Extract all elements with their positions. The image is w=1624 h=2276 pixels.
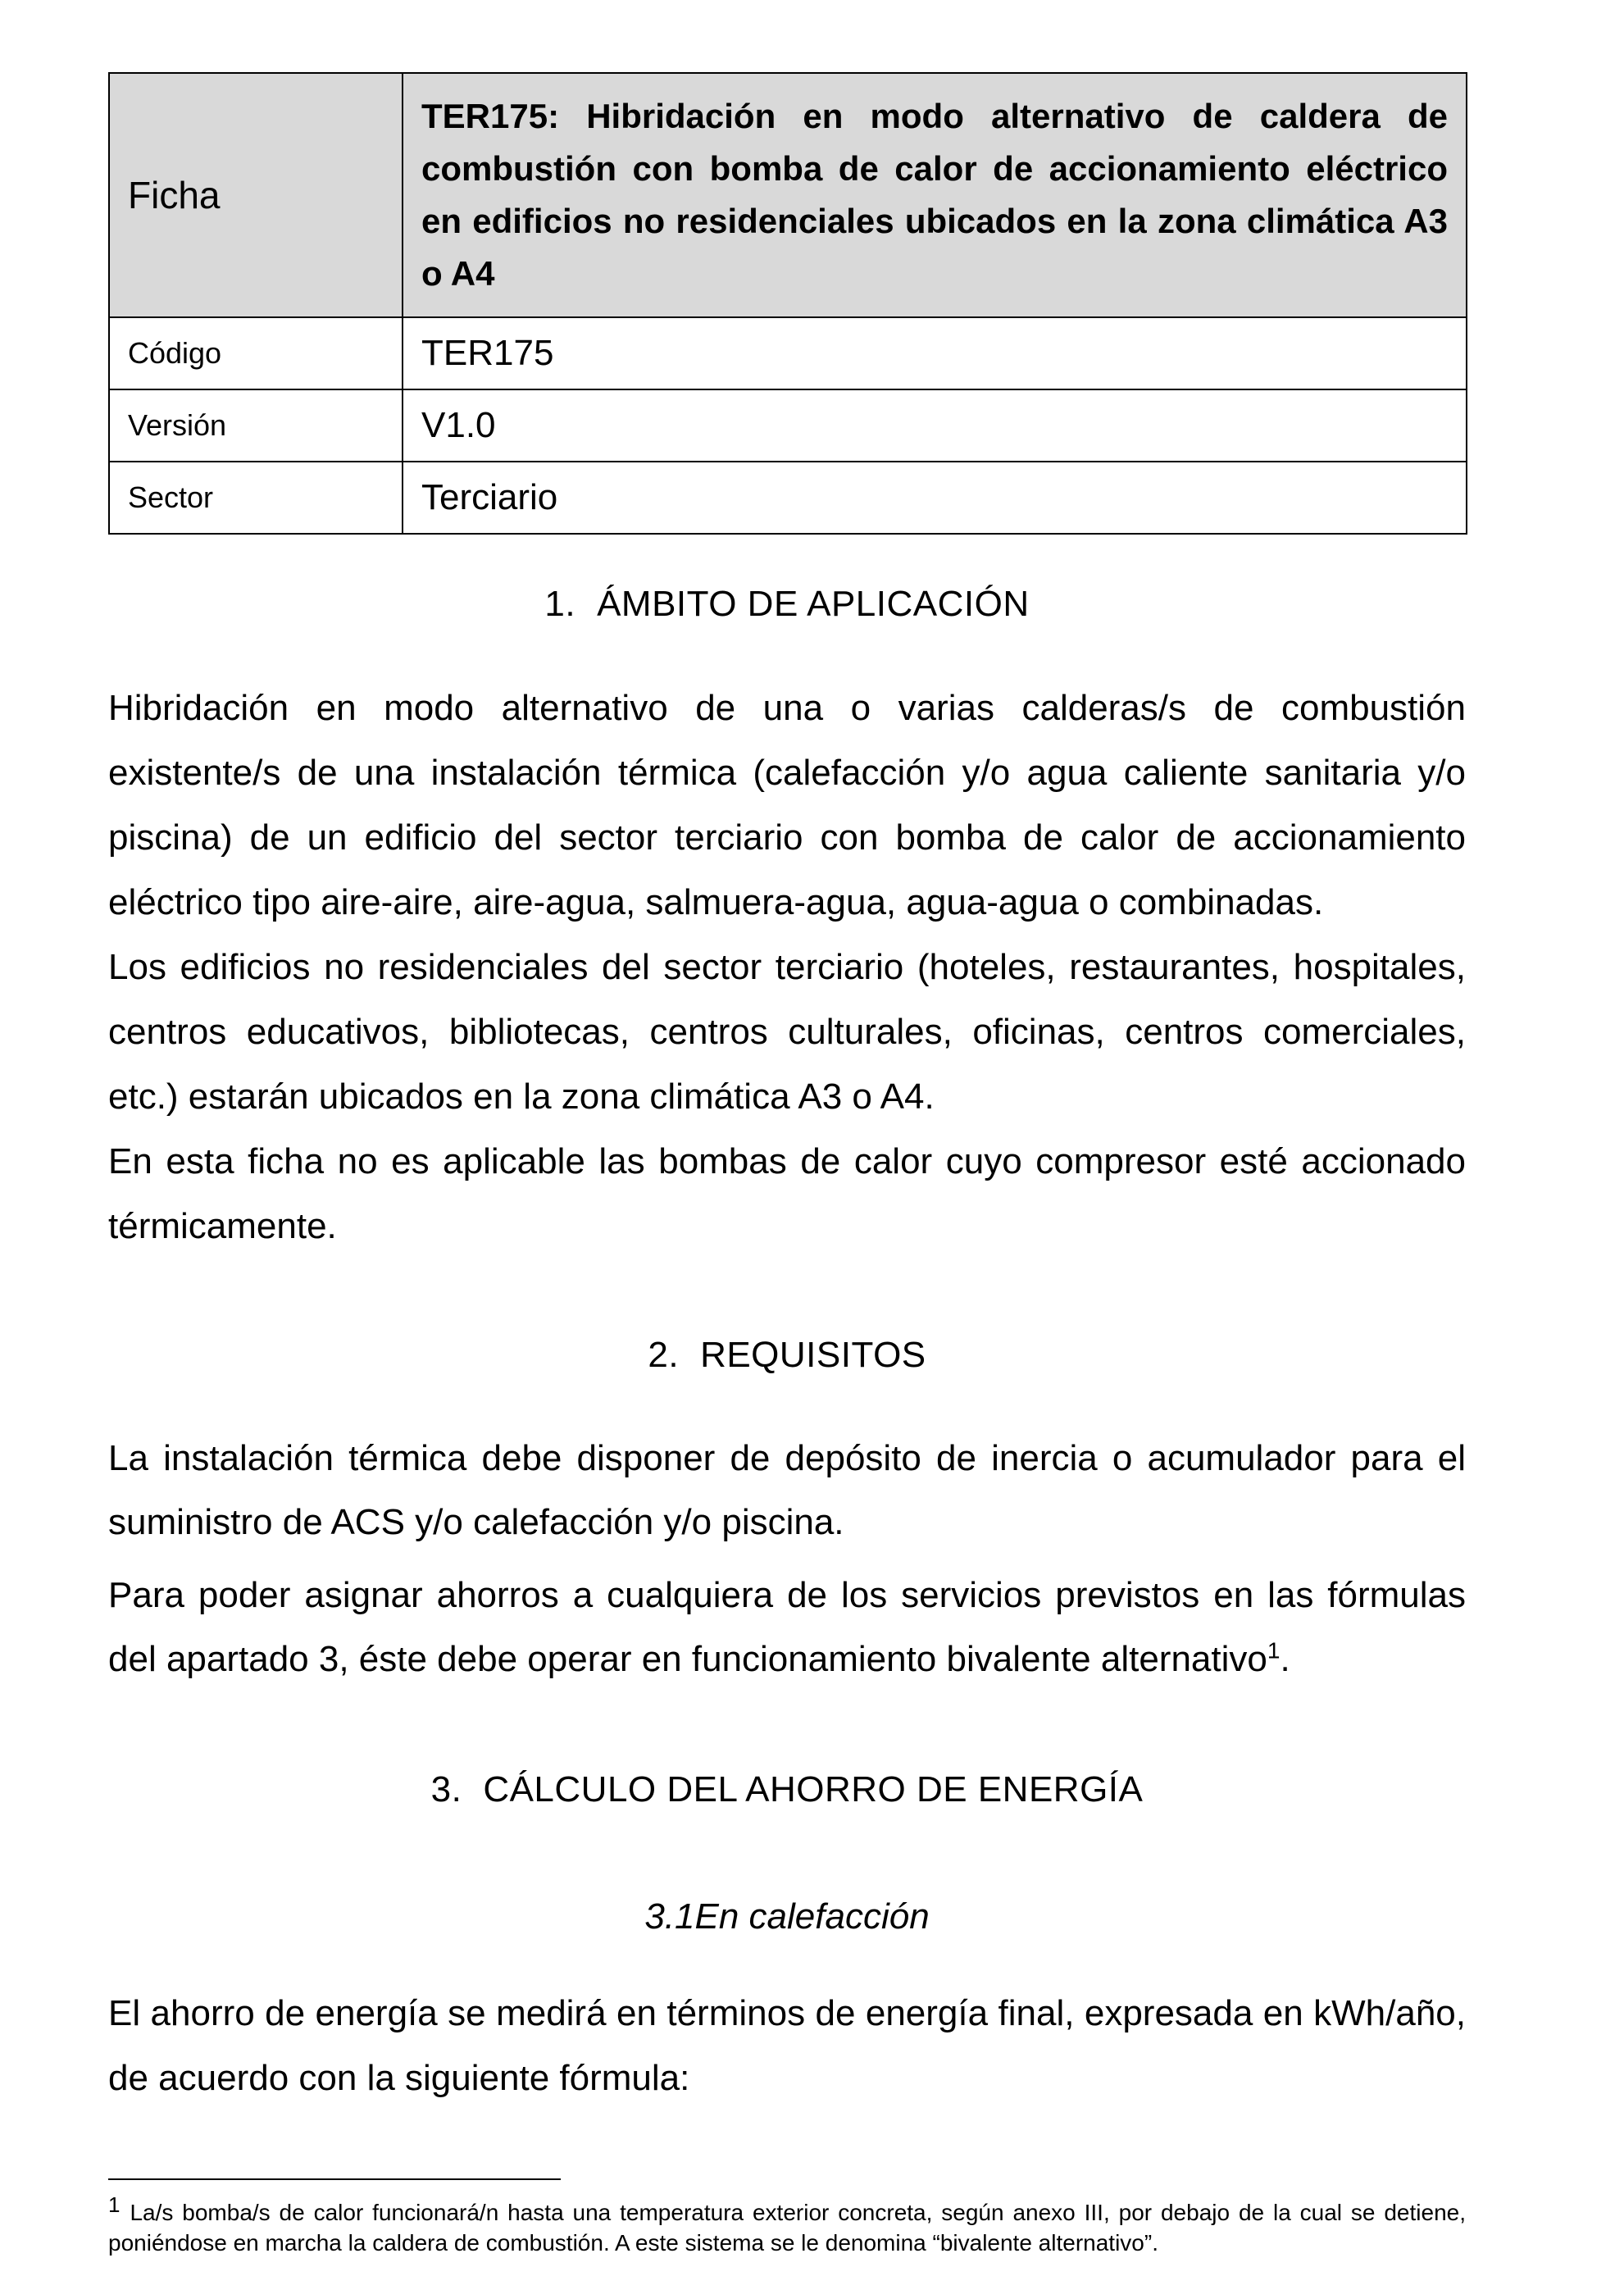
codigo-label: Código xyxy=(109,317,403,389)
section-1-title: ÁMBITO DE APLICACIÓN xyxy=(597,584,1030,624)
section-2-paragraph-2-text: Para poder asignar ahorros a cualquiera de los servicios previstos en las fórmulas del apartado 3, éste debe operar en funcionamiento bivalente alternativo xyxy=(108,1575,1466,1679)
section-1-paragraph-3: En esta ficha no es aplicable las bombas de calor cuyo compresor esté accionado térmicamente. xyxy=(108,1141,1466,1246)
section-1-number: 1. xyxy=(544,584,576,624)
section-3-1-number: 3.1 xyxy=(644,1896,695,1937)
table-row-codigo xyxy=(109,317,1467,389)
footnote-separator xyxy=(108,2178,561,2180)
ficha-table xyxy=(108,72,1467,535)
section-2-heading xyxy=(108,1335,1466,1376)
footnote-text: La/s bomba/s de calor funcionará/n hasta una temperatura exterior concreta, según anexo III, por debajo de la cual se detiene, poniéndose en marcha la caldera de combustión. A este sistema se le denomina “bivalente alternativo”. xyxy=(108,2200,1466,2256)
section-2-paragraph-2 xyxy=(108,1564,1466,1691)
version-label: Versión xyxy=(109,389,403,462)
sector-label: Sector xyxy=(109,462,403,534)
ficha-label: Ficha xyxy=(109,73,403,317)
footnote-mark: 1 xyxy=(108,2192,121,2217)
section-1-paragraph-2: Los edificios no residenciales del sector terciario (hoteles, restaurantes, hospitales, centros educativos, bibliotecas, centros culturales, oficinas, centros comerciales, etc.) estarán ubicados en la zona climática A3 o A4. xyxy=(108,947,1466,1117)
section-3-number: 3. xyxy=(430,1769,462,1809)
section-1-heading xyxy=(108,584,1466,625)
section-3-1-title: En calefacción xyxy=(694,1896,930,1937)
table-row-sector xyxy=(109,462,1467,534)
section-3-1-paragraph-1: El ahorro de energía se medirá en términos de energía final, expresada en kWh/año, de acuerdo con la siguiente fórmula: xyxy=(108,1993,1466,2098)
table-row-version xyxy=(109,389,1467,462)
section-2-number: 2. xyxy=(648,1335,680,1375)
footnote-ref-1[interactable]: 1 xyxy=(1267,1637,1281,1664)
section-2-title: REQUISITOS xyxy=(700,1335,926,1375)
codigo-value: TER175 xyxy=(403,317,1467,389)
version-value: V1.0 xyxy=(403,389,1467,462)
section-1-paragraph-1: Hibridación en modo alternativo de una o varias calderas/s de combustión existente/s de una instalación térmica (calefacción y/o agua caliente sanitaria y/o piscina) de un edificio del sector terciario con bomba de calor de accionamiento eléctrico tipo aire-aire, aire-agua, salmuera-agua, agua-agua o combinadas. xyxy=(108,688,1466,922)
section-2-paragraph-2-end: . xyxy=(1280,1639,1290,1679)
section-3-1-heading xyxy=(108,1896,1466,1937)
section-3-title: CÁLCULO DEL AHORRO DE ENERGÍA xyxy=(483,1769,1144,1809)
table-row-ficha xyxy=(109,73,1467,317)
footnote-1 xyxy=(108,2192,1466,2258)
section-2-paragraph-1: La instalación térmica debe disponer de depósito de inercia o acumulador para el suministro de ACS y/o calefacción y/o piscina. xyxy=(108,1438,1466,1542)
ficha-title: TER175: Hibridación en modo alternativo de caldera de combustión con bomba de calor de accionamiento eléctrico en edificios no residenciales ubicados en la zona climática A3 o A4 xyxy=(403,73,1467,317)
section-3-heading xyxy=(108,1769,1466,1810)
sector-value: Terciario xyxy=(403,462,1467,534)
